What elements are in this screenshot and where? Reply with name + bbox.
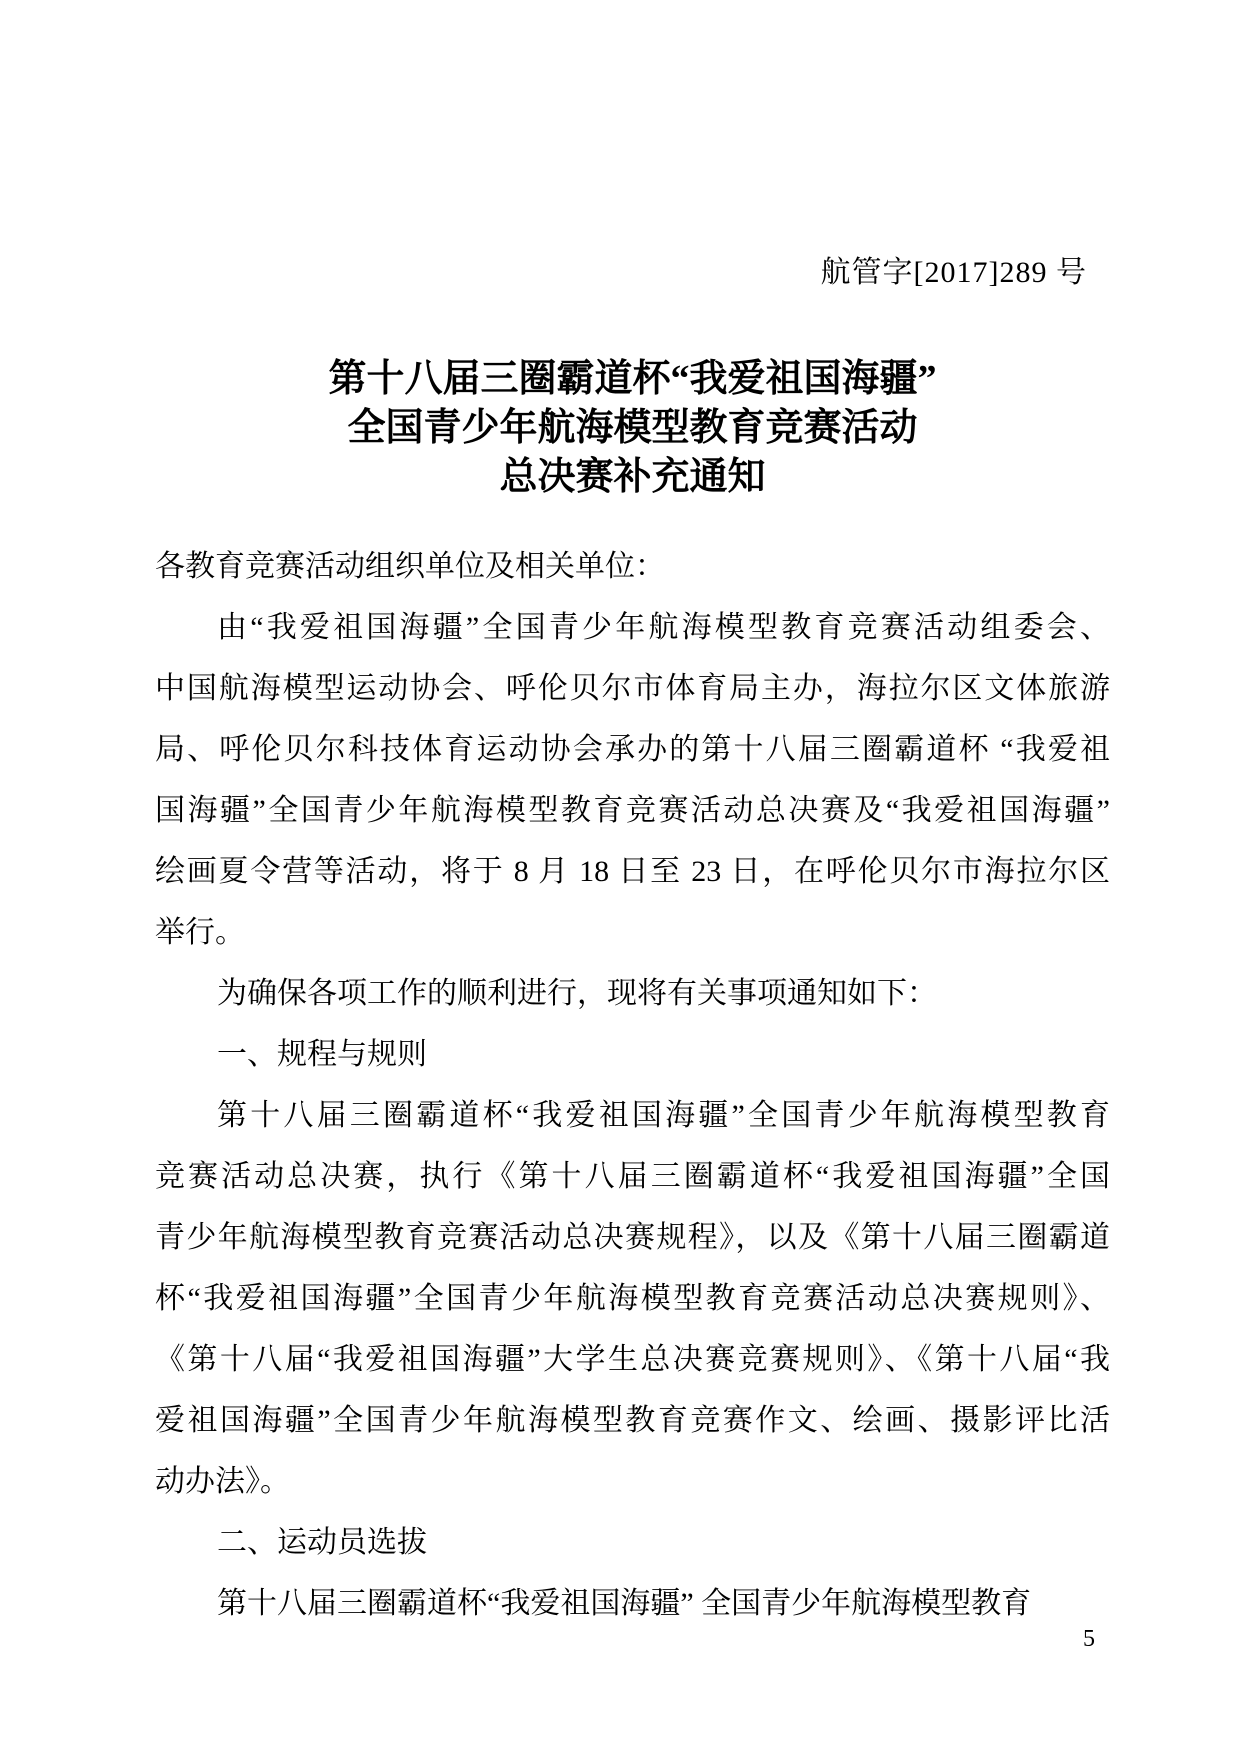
document-number: 航管字[2017]289 号 (820, 256, 1087, 289)
body-line: 爱祖国海疆”全国青少年航海模型教育竞赛作文、绘画、摄影评比活 (155, 1404, 1110, 1437)
title-line-1: 第十八届三圈霸道杯“我爱祖国海疆” (328, 358, 937, 400)
body-line: 杯“我爱祖国海疆”全国青少年航海模型教育竞赛活动总决赛规则》、 (155, 1282, 1110, 1315)
body-line: 国海疆”全国青少年航海模型教育竞赛活动总决赛及“我爱祖国海疆” (155, 794, 1110, 827)
body-line: 第十八届三圈霸道杯“我爱祖国海疆”全国青少年航海模型教育 (217, 1099, 1110, 1132)
body-line: 一、规程与规则 (217, 1038, 427, 1071)
document-title (155, 355, 1110, 502)
body-line: 《第十八届“我爱祖国海疆”大学生总决赛竞赛规则》、《第十八届“我 (155, 1343, 1110, 1376)
body-line: 为确保各项工作的顺利进行，现将有关事项通知如下： (217, 977, 937, 1010)
page-number: 5 (1083, 1626, 1095, 1652)
body-line: 绘画夏令营等活动，将于 8 月 18 日至 23 日，在呼伦贝尔市海拉尔区 (155, 855, 1110, 888)
body-line: 第十八届三圈霸道杯“我爱祖国海疆” 全国青少年航海模型教育 (217, 1587, 1032, 1620)
body-line: 中国航海模型运动协会、呼伦贝尔市体育局主办，海拉尔区文体旅游 (155, 672, 1110, 705)
document-body (155, 536, 1110, 1634)
body-line: 局、呼伦贝尔科技体育运动协会承办的第十八届三圈霸道杯 “我爱祖 (155, 733, 1110, 766)
body-line: 青少年航海模型教育竞赛活动总决赛规程》，以及《第十八届三圈霸道 (155, 1221, 1110, 1254)
body-line: 动办法》。 (155, 1465, 290, 1498)
body-line: 竞赛活动总决赛，执行《第十八届三圈霸道杯“我爱祖国海疆”全国 (155, 1160, 1110, 1193)
title-line-2: 全国青少年航海模型教育竞赛活动 (347, 407, 918, 449)
title-line-3: 总决赛补充通知 (499, 456, 766, 498)
body-line: 由“我爱祖国海疆”全国青少年航海模型教育竞赛活动组委会、 (217, 611, 1110, 644)
body-line: 各教育竞赛活动组织单位及相关单位： (155, 550, 665, 583)
body-line: 二、运动员选拔 (217, 1526, 427, 1559)
body-line: 举行。 (155, 916, 245, 949)
